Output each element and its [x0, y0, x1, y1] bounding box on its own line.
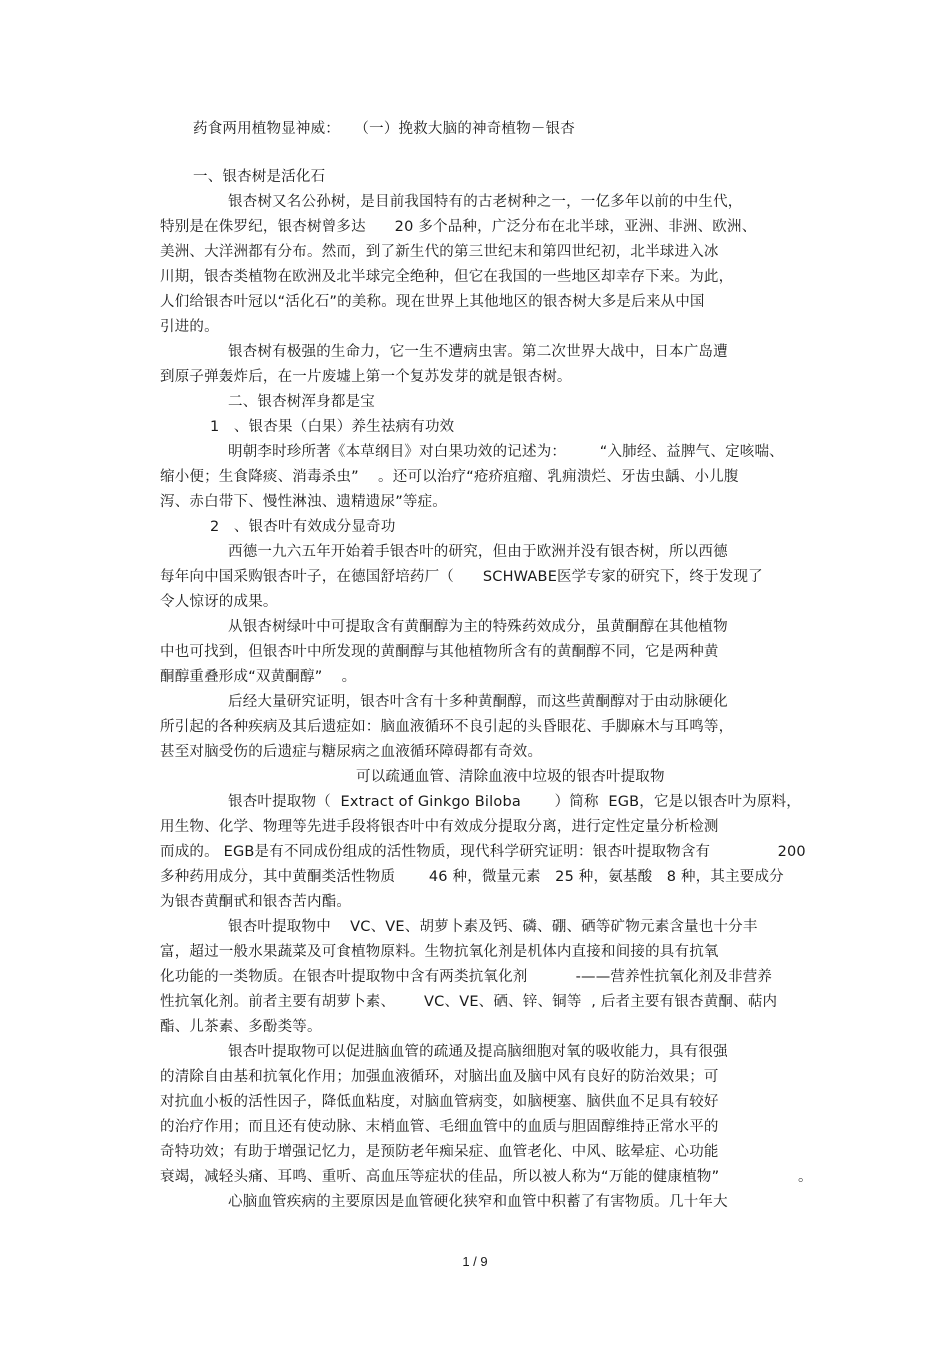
subsection-heading: 2 、银杏叶有效成分显奇功	[210, 519, 396, 535]
page-number: 1 / 9	[462, 1254, 488, 1269]
paragraph-line: 人们给银杏叶冠以“活化石”的美称。现在世界上其他地区的银杏树大多是后来从中国	[160, 294, 705, 310]
paragraph-line: 缩小便；生食降痰、消毒杀虫” 。还可以治疗“疮疥疽瘤、乳痈溃烂、牙齿虫龋、小儿腹	[160, 469, 739, 485]
paragraph-line: 令人惊讶的成果。	[160, 594, 278, 610]
paragraph-line: 特别是在侏罗纪，银杏树曾多达 20 多个品种，广泛分布在北半球，亚洲、非洲、欧洲、	[160, 219, 757, 235]
paragraph-line: 美洲、大洋洲都有分布。然而，到了新生代的第三世纪末和第四世纪初，北半球进入冰	[160, 244, 719, 260]
doc-title: 药食两用植物显神威： （一）挽救大脑的神奇植物－银杏	[193, 121, 575, 137]
paragraph-line: 的清除自由基和抗氧化作用；加强血液循环，对脑出血及脑中风有良好的防治效果；可	[160, 1069, 719, 1085]
paragraph-line: 到原子弹轰炸后，在一片废墟上第一个复苏发芽的就是银杏树。	[160, 369, 572, 385]
paragraph-line: 西德一九六五年开始着手银杏叶的研究，但由于欧洲并没有银杏树，所以西德	[228, 544, 728, 560]
paragraph-line: 银杏树有极强的生命力，它一生不遭病虫害。第二次世界大战中，日本广岛遭	[228, 344, 728, 360]
paragraph-line: 银杏叶提取物中 VC、VE、胡萝卜素及钙、磷、硼、硒等矿物元素含量也十分丰	[228, 919, 758, 935]
paragraph-line: 对抗血小板的活性因子，降低血粘度，对脑血管病变，如脑梗塞、脑供血不足具有较好	[160, 1094, 719, 1110]
paragraph-line: 每年向中国采购银杏叶子，在德国舒培药厂（ SCHWABE医学专家的研究下，终于发现了	[160, 569, 763, 585]
paragraph-line: 酯、儿茶素、多酚类等。	[160, 1019, 322, 1035]
paragraph-line: 酮醇重叠形成“双黄酮醇” 。	[160, 669, 357, 685]
paragraph-line: 银杏叶提取物（ Extract of Ginkgo Biloba ）简称 EGB，它是以银杏叶为原料，	[228, 794, 801, 810]
paragraph-line: 衰竭，减轻头痛、耳鸣、重听、高血压等症状的佳品，所以被人称为“万能的健康植物”	[160, 1169, 720, 1185]
paragraph-line: 从银杏树绿叶中可提取含有黄酮醇为主的特殊药效成分，虽黄酮醇在其他植物	[228, 619, 728, 635]
paragraph-line: 所引起的各种疾病及其后遗症如：脑血液循环不良引起的头昏眼花、手脚麻木与耳鸣等，	[160, 719, 734, 735]
paragraph-line: 银杏叶提取物可以促进脑血管的疏通及提高脑细胞对氧的吸收能力，具有很强	[228, 1044, 728, 1060]
paragraph-line: 奇特功效；有助于增强记忆力，是预防老年痴呆症、血管老化、中风、眩晕症、心功能	[160, 1144, 719, 1160]
paragraph-line: 用生物、化学、物理等先进手段将银杏叶中有效成分提取分离，进行定性定量分析检测	[160, 819, 719, 835]
paragraph-line: 而成的。 EGB是有不同成份组成的活性物质，现代科学研究证明：银杏叶提取物含有 200	[160, 844, 806, 860]
paragraph-line: 的治疗作用；而且还有使动脉、末梢血管、毛细血管中的血质与胆固醇维持正常水平的	[160, 1119, 719, 1135]
paragraph-line: 甚至对脑受伤的后遗症与糖尿病之血液循环障碍都有奇效。	[160, 744, 543, 760]
trailing-mark: 。	[798, 1169, 813, 1185]
paragraph-line: 后经大量研究证明，银杏叶含有十多种黄酮醇，而这些黄酮醇对于由动脉硬化	[228, 694, 728, 710]
paragraph-line: 心脑血管疾病的主要原因是血管硬化狭窄和血管中积蓄了有害物质。几十年大	[228, 1194, 728, 1210]
paragraph-line: 化功能的一类物质。在银杏叶提取物中含有两类抗氧化剂 -——营养性抗氧化剂及非营养	[160, 969, 773, 985]
centered-heading: 可以疏通血管、清除血液中垃圾的银杏叶提取物	[356, 769, 665, 785]
paragraph-line: 中也可找到，但银杏叶中所发现的黄酮醇与其他植物所含有的黄酮醇不同，它是两种黄	[160, 644, 719, 660]
paragraph-line: 泻、赤白带下、慢性淋浊、遗精遗尿”等症。	[160, 494, 448, 510]
subsection-heading: 1 、银杏果（白果）养生祛病有功效	[210, 419, 455, 435]
paragraph-line: 明朝李时珍所著《本草纲目》对白果功效的记述为： “入肺经、益脾气、定咳喘、	[228, 444, 784, 460]
paragraph-line: 多种药用成分，其中黄酮类活性物质 46 种，微量元素 25 种，氨基酸 8 种，其主要成分	[160, 869, 784, 885]
section-heading: 二、银杏树浑身都是宝	[228, 394, 375, 410]
section-heading: 一、银杏树是活化石	[193, 169, 326, 185]
paragraph-line: 为银杏黄酮甙和银杏苦内酯。	[160, 894, 352, 910]
paragraph-line: 银杏树又名公孙树，是目前我国特有的古老树种之一，一亿多年以前的中生代，	[228, 194, 743, 210]
paragraph-line: 引进的。	[160, 319, 219, 335]
paragraph-line: 川期，银杏类植物在欧洲及北半球完全绝种，但它在我国的一些地区却幸存下来。为此，	[160, 269, 734, 285]
paragraph-line: 性抗氧化剂。前者主要有胡萝卜素、 VC、VE、硒、锌、铜等 , 后者主要有银杏黄酮、萜内	[160, 994, 778, 1010]
paragraph-line: 富，超过一般水果蔬菜及可食植物原料。生物抗氧化剂是机体内直接和间接的具有抗氧	[160, 944, 719, 960]
